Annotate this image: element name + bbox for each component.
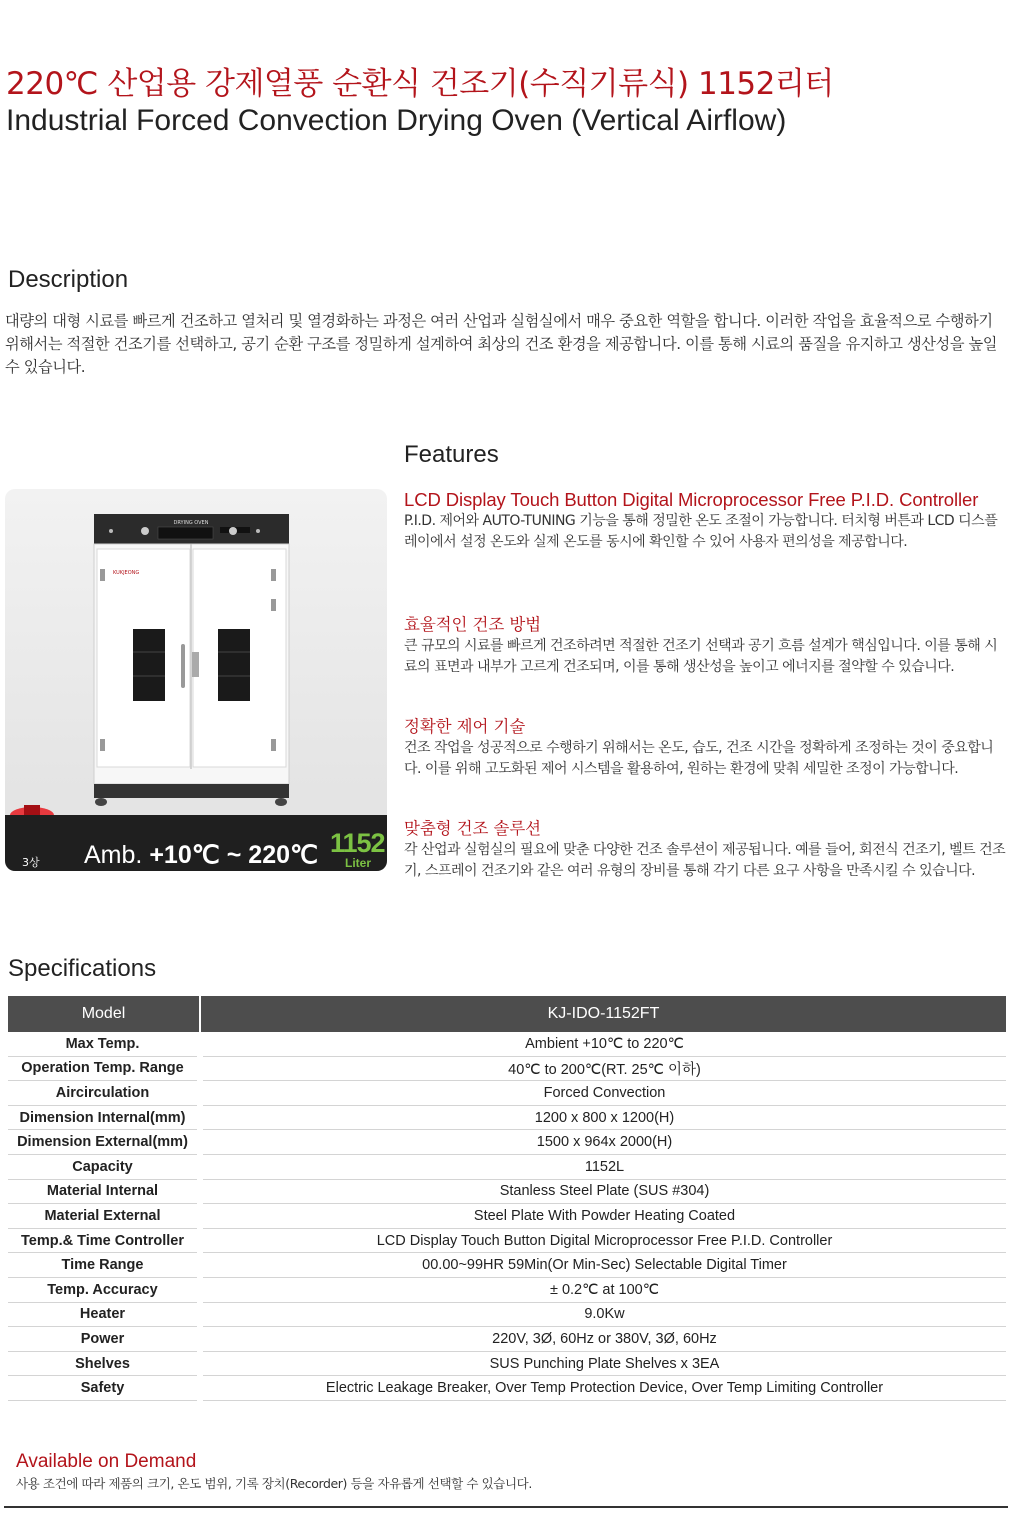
spec-label: Max Temp. xyxy=(8,1032,200,1056)
feature-item xyxy=(404,489,1010,552)
spec-label: Time Range xyxy=(8,1253,200,1278)
spec-value: 220V, 3Ø, 60Hz or 380V, 3Ø, 60Hz xyxy=(200,1327,1006,1352)
spec-value: Forced Convection xyxy=(200,1081,1006,1106)
feature-item xyxy=(404,716,1010,779)
feature-body: 각 산업과 실험실의 필요에 맞춘 다양한 건조 솔루션이 제공됩니다. 예를 들어, 회전식 건조기, 벨트 건조기, 스프레이 건조기와 같은 여러 유형의 장비를 통해 각기 다른 요구 사항을 만족시킬 수 있습니다. xyxy=(404,842,1006,879)
spec-label: Shelves xyxy=(8,1351,200,1376)
table-row xyxy=(8,1056,1006,1081)
spec-label: Aircirculation xyxy=(8,1081,200,1106)
spec-value: 1500 x 964x 2000(H) xyxy=(200,1130,1006,1155)
features-heading: Features xyxy=(404,441,499,468)
spec-label: Safety xyxy=(8,1376,200,1401)
spec-header-label: Model xyxy=(8,996,200,1032)
spec-value: 9.0Kw xyxy=(200,1302,1006,1327)
brand-logo: KUKJEONG xyxy=(113,570,140,576)
table-row xyxy=(8,1032,1006,1056)
table-row xyxy=(8,1081,1006,1106)
spec-value: Electric Leakage Breaker, Over Temp Protection Device, Over Temp Limiting Controller xyxy=(200,1376,1006,1401)
table-row xyxy=(8,1179,1006,1204)
feature-title: 효율적인 건조 방법 xyxy=(404,615,542,634)
spec-label: Material Internal xyxy=(8,1179,200,1204)
feature-title: 정확한 제어 기술 xyxy=(404,717,526,736)
spec-label: Temp. Accuracy xyxy=(8,1277,200,1302)
feature-item xyxy=(404,818,1010,881)
spec-label: Temp.& Time Controller xyxy=(8,1228,200,1253)
capacity-value: 1152 xyxy=(330,828,385,858)
feature-title: 맞춤형 건조 솔루션 xyxy=(404,819,542,838)
panel-label: DRYING OVEN xyxy=(173,520,209,526)
feature-item xyxy=(404,614,1010,677)
spec-label: Power xyxy=(8,1327,200,1352)
feature-body: 건조 작업을 성공적으로 수행하기 위해서는 온도, 습도, 건조 시간을 정확하게 조정하는 것이 중요합니다. 이를 위해 고도화된 제어 시스템을 활용하여, 원하는 환경에 맞춰 세밀한 조정이 가능합니다. xyxy=(404,740,994,777)
oven-illustration xyxy=(5,489,387,871)
page-title-korean: 220℃ 산업용 강제열풍 순환식 건조기(수직기류식) 1152리터 xyxy=(6,66,834,102)
table-row xyxy=(8,1376,1006,1401)
table-row xyxy=(8,1204,1006,1229)
feature-title: LCD Display Touch Button Digital Microprocessor Free P.I.D. Controller xyxy=(404,489,979,510)
description-heading: Description xyxy=(8,266,129,293)
ambient-range xyxy=(84,840,318,870)
page-title-english: Industrial Forced Convection Drying Oven (Vertical Airflow) xyxy=(6,104,787,137)
spec-value: LCD Display Touch Button Digital Microprocessor Free P.I.D. Controller xyxy=(200,1228,1006,1253)
table-row xyxy=(8,1302,1006,1327)
demand-text: 사용 조건에 따라 제품의 크기, 온도 범위, 기록 장치(Recorder) 등을 자유롭게 선택할 수 있습니다. xyxy=(16,1476,532,1491)
spec-label: Dimension External(mm) xyxy=(8,1130,200,1155)
spec-value: 00.00~99HR 59Min(Or Min-Sec) Selectable Digital Timer xyxy=(200,1253,1006,1278)
table-row xyxy=(8,1327,1006,1352)
spec-value: Steel Plate With Powder Heating Coated xyxy=(200,1204,1006,1229)
table-row xyxy=(8,1253,1006,1278)
spec-label: Capacity xyxy=(8,1154,200,1179)
table-row xyxy=(8,1228,1006,1253)
table-row xyxy=(8,1154,1006,1179)
spec-label: Heater xyxy=(8,1302,200,1327)
spec-value: SUS Punching Plate Shelves x 3EA xyxy=(200,1351,1006,1376)
table-row xyxy=(8,1130,1006,1155)
spec-label: Material External xyxy=(8,1204,200,1229)
spec-value: Ambient +10℃ to 220℃ xyxy=(200,1032,1006,1056)
specifications-heading: Specifications xyxy=(8,955,157,982)
spec-value: ± 0.2℃ at 100℃ xyxy=(200,1277,1006,1302)
table-row xyxy=(8,1277,1006,1302)
feature-body: P.I.D. 제어와 AUTO-TUNING 기능을 통해 정밀한 온도 조절이 가능합니다. 터치형 버튼과 LCD 디스플레이에서 설정 온도와 실제 온도를 동시에 확인할 수 있어 사용자 편의성을 제공합니다. xyxy=(404,513,998,550)
phase-label: 3상 xyxy=(22,856,40,869)
description-text: 대량의 대형 시료를 빠르게 건조하고 열처리 및 열경화하는 과정은 여러 산업과 실험실에서 매우 중요한 역할을 합니다. 이러한 작업을 효율적으로 수행하기 위해서는 적절한 건조기를 선택하고, 공기 순환 구조를 정밀하게 설계하여 최상의 건조 환경을 제공합니다. 이를 통해 시료의 품질을 유지하고 생산성을 높일 수 있습니다. xyxy=(5,312,998,376)
table-row xyxy=(8,1105,1006,1130)
spec-header-model: KJ-IDO-1152FT xyxy=(200,996,1006,1032)
spec-value: 40℃ to 200℃(RT. 25℃ 이하) xyxy=(200,1056,1006,1081)
spec-value: Stanless Steel Plate (SUS #304) xyxy=(200,1179,1006,1204)
feature-body: 큰 규모의 시료를 빠르게 건조하려면 적절한 건조기 선택과 공기 흐름 설계가 핵심입니다. 이를 통해 시료의 표면과 내부가 고르게 건조되며, 이를 통해 생산성을 높이고 에너지를 절약할 수 있습니다. xyxy=(404,638,998,675)
product-card xyxy=(5,489,387,871)
footer-divider xyxy=(4,1506,1008,1508)
demand-title: Available on Demand xyxy=(16,1451,197,1472)
spec-table xyxy=(8,996,1006,1401)
spec-label: Dimension Internal(mm) xyxy=(8,1105,200,1130)
spec-header-row xyxy=(8,996,1006,1032)
spec-value: 1200 x 800 x 1200(H) xyxy=(200,1105,1006,1130)
spec-value: 1152L xyxy=(200,1154,1006,1179)
capacity-unit: Liter xyxy=(345,856,372,870)
table-row xyxy=(8,1351,1006,1376)
ambient-value: +10℃ ~ 220℃ xyxy=(149,841,319,869)
ambient-prefix: Amb. xyxy=(84,841,143,869)
spec-label: Operation Temp. Range xyxy=(8,1056,200,1081)
